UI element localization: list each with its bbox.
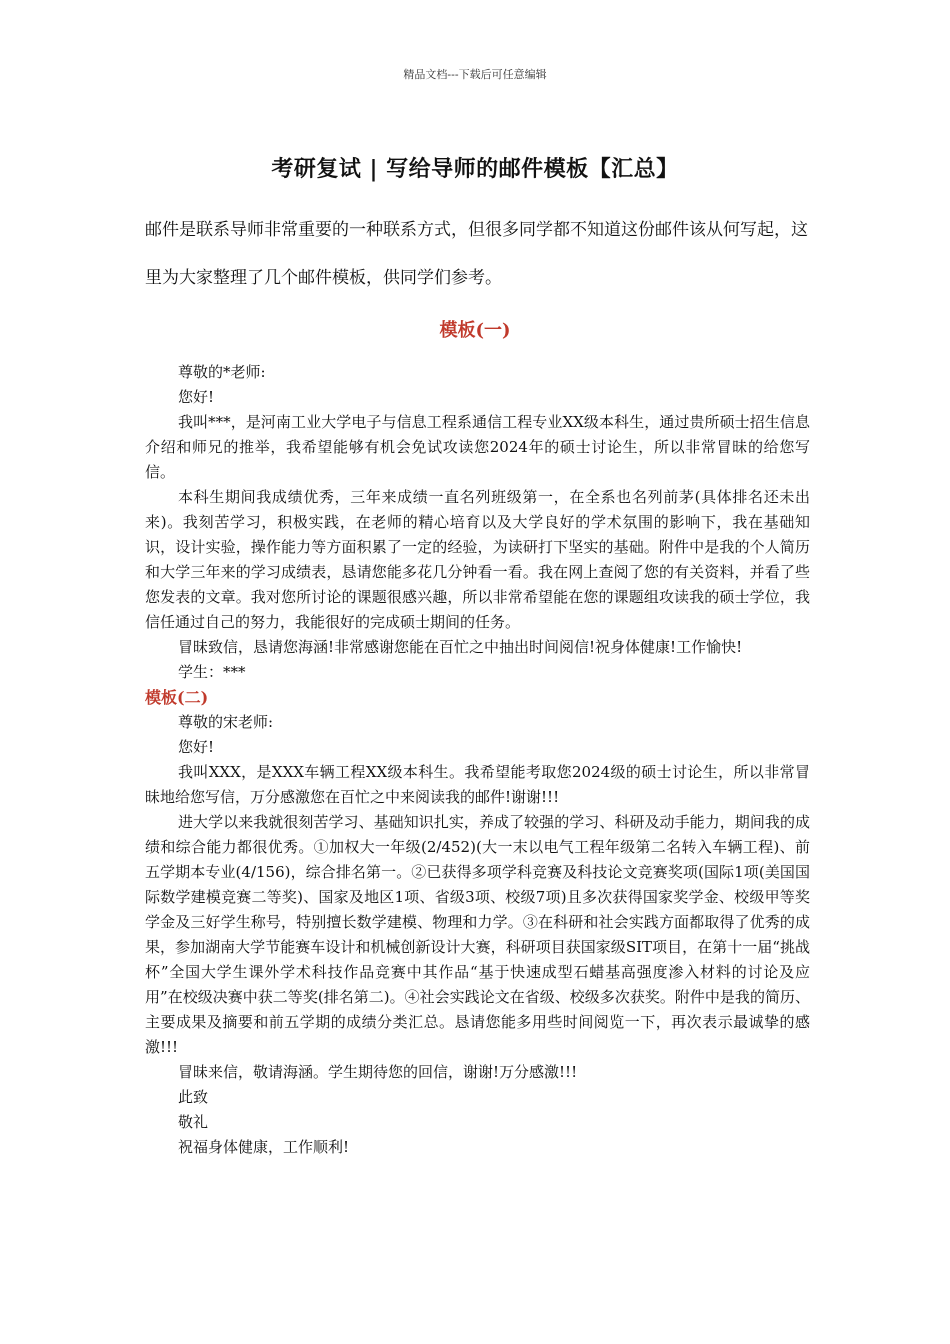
letter2-wishes: 祝福身体健康，工作顺利! — [178, 1138, 350, 1156]
template-2-heading: 模板(二) — [145, 688, 209, 707]
letter2-salutation: 尊敬的宋老师: — [178, 713, 274, 731]
letter-templates — [145, 360, 810, 1160]
letter1-closing: 冒昧致信，恳请您海涵!非常感谢您能在百忙之中抽出时间阅信!祝身体健康!工作愉快! — [178, 638, 743, 656]
letter1-signature: 学生：*** — [178, 663, 246, 681]
letter1-salutation: 尊敬的*老师: — [178, 363, 266, 381]
template-1-heading: 模板(一) — [439, 320, 511, 341]
letter1-paragraph: 我叫***，是河南工业大学电子与信息工程系通信工程专业XX级本科生，通过贵所硕士招生信息介绍和师兄的推举，我希望能够有机会免试攻读您2024年的硕士讨论生，所以非常冒昧的给您写信。 — [145, 413, 810, 481]
page-header-note: 精品文档---下载后可任意编辑 — [403, 68, 547, 81]
letter2-sign-off: 敬礼 — [178, 1113, 209, 1131]
letter2-sign-off: 此致 — [178, 1088, 209, 1106]
letter2-paragraph: 进大学以来我就很刻苦学习、基础知识扎实，养成了较强的学习、科研及动手能力，期间我的成绩和综合能力都很优秀。①加权大一年级(2/452)(大一末以电气工程年级第二名转入车辆工程)、前五学期本专业(4/156)，综合排名第一。②已获得多项学科竞赛及科技论文竞赛奖项(国际1项(美国国际数学建模竞赛二等奖)、国家及地区1项、省级3项、校级7项)且多次获得国家奖学金、校级甲等奖学金及三好学生称号，特别擅长数学建模、物理和力学。③在科研和社会实践方面都取得了优秀的成果，参加湖南大学节能赛车设计和机械创新设计大赛，科研项目获国家级SIT项目，在第十一届“挑战杯”全国大学生课外学术科技作品竞赛中其作品“基于快速成型石蜡基高强度渗入材料的讨论及应用”在校级决赛中获二等奖(排名第二)。④社会实践论文在省级、校级多次获奖。附件中是我的简历、主要成果及摘要和前五学期的成绩分类汇总。恳请您能多用些时间阅览一下，再次表示最诚挚的感激!!! — [145, 813, 810, 1056]
intro-paragraph: 邮件是联系导师非常重要的一种联系方式，但很多同学都不知道这份邮件该从何写起，这里为大家整理了几个邮件模板，供同学们参考。 — [145, 220, 808, 288]
letter2-closing: 冒昧来信，敬请海涵。学生期待您的回信，谢谢!万分感激!!! — [178, 1063, 578, 1081]
letter1-paragraph: 本科生期间我成绩优秀，三年来成绩一直名列班级第一，在全系也名列前茅(具体排名还未出来)。我刻苦学习，积极实践，在老师的精心培育以及大学良好的学术氛围的影响下，我在基础知识，设计实验，操作能力等方面积累了一定的经验，为读研打下坚实的基础。附件中是我的个人简历和大学三年来的学习成绩表，恳请您能多花几分钟看一看。我在网上查阅了您的有关资料，并看了些您发表的文章。我对您所讨论的课题很感兴趣，所以非常希望能在您的课题组攻读我的硕士学位，我信任通过自己的努力，我能很好的完成硕士期间的任务。 — [145, 488, 810, 631]
document-title: 考研复试 | 写给导师的邮件模板【汇总】 — [271, 156, 679, 182]
letter2-greeting: 您好! — [178, 738, 215, 756]
letter1-greeting: 您好! — [178, 388, 215, 406]
letter2-paragraph: 我叫XXX，是XXX车辆工程XX级本科生。我希望能考取您2024级的硕士讨论生，所以非常冒昧地给您写信，万分感激您在百忙之中来阅读我的邮件!谢谢!!! — [145, 763, 810, 806]
